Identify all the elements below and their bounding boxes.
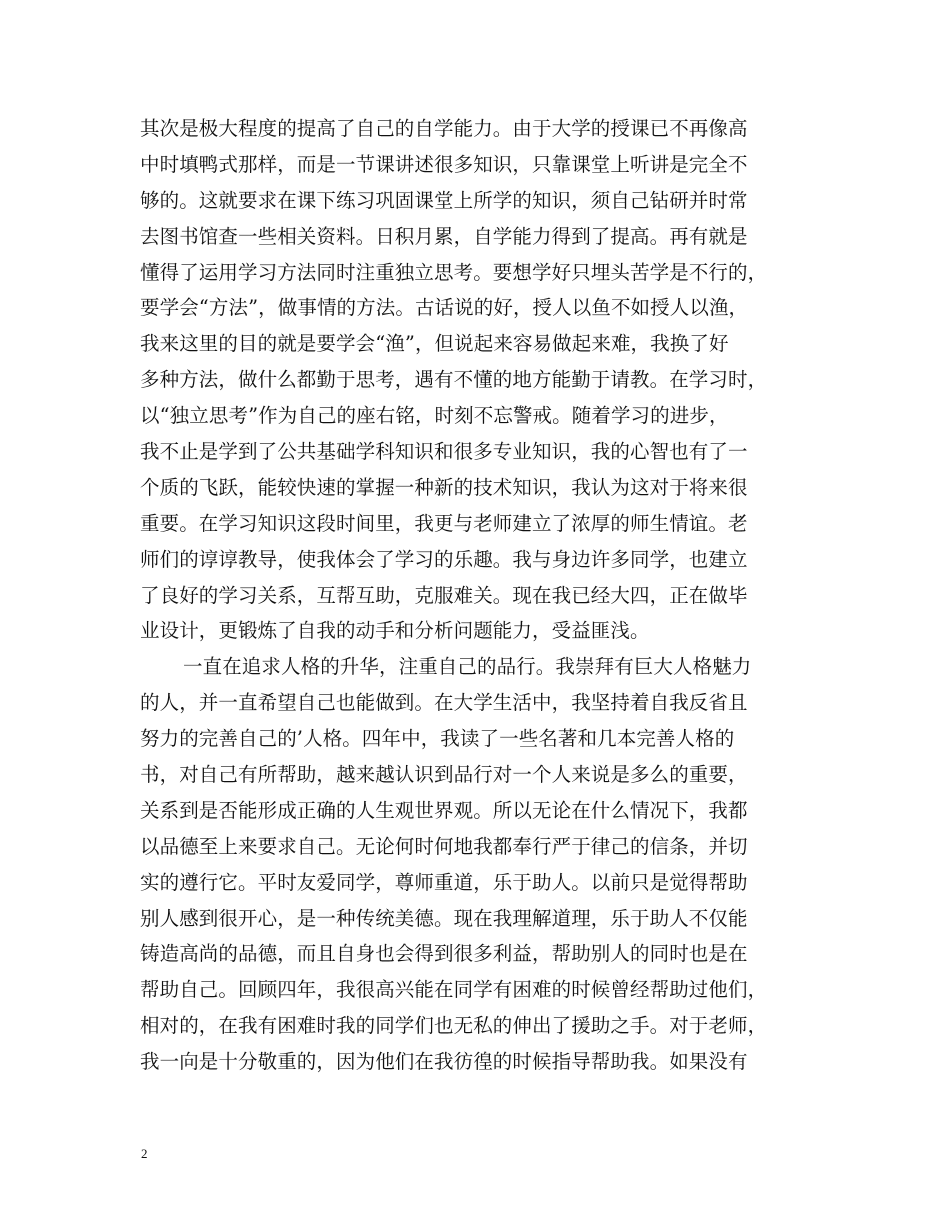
text-line: 我不止是学到了公共基础学科知识和很多专业知识，我的心智也有了一 xyxy=(140,440,748,464)
paragraph-start-line: 一直在追求人格的升华，注重自己的品行。我崇拜有巨大人格魅力 xyxy=(183,655,752,679)
text-line: 个质的飞跃，能较快速的掌握一种新的技术知识，我认为这对于将来很 xyxy=(140,475,748,499)
text-line: 的人，并一直希望自己也能做到。在大学生活中，我坚持着自我反省且 xyxy=(140,691,748,715)
text-line: 我来这里的目的就是要学会“渔”，但说起来容易做起来难，我换了好 xyxy=(140,332,729,356)
body-text xyxy=(140,111,820,1080)
text-line: 书，对自己有所帮助，越来越认识到品行对一个人来说是多么的重要， xyxy=(140,763,748,787)
text-line: 懂得了运用学习方法同时注重独立思考。要想学好只埋头苦学是不行的， xyxy=(140,260,768,284)
text-line: 其次是极大程度的提高了自己的自学能力。由于大学的授课已不再像高 xyxy=(140,117,748,140)
text-line: 中时填鸭式那样，而是一节课讲述很多知识，只靠课堂上听讲是完全不 xyxy=(140,152,748,176)
text-line: 要学会“方法”，做事情的方法。古话说的好，授人以鱼不如授人以渔， xyxy=(140,296,749,320)
text-line: 铸造高尚的品德，而且自身也会得到很多利益，帮助别人的同时也是在 xyxy=(140,942,748,966)
text-line: 努力的完善自己的’人格。四年中，我读了一些名著和几本完善人格的 xyxy=(140,727,735,751)
text-line: 重要。在学习知识这段时间里，我更与老师建立了浓厚的师生情谊。老 xyxy=(140,511,748,535)
text-line: 别人感到很开心，是一种传统美德。现在我理解道理，乐于助人不仅能 xyxy=(140,906,748,930)
text-line: 我一向是十分敬重的，因为他们在我彷徨的时候指导帮助我。如果没有 xyxy=(140,1050,748,1074)
text-line: 多种方法，做什么都勤于思考，遇有不懂的地方能勤于请教。在学习时， xyxy=(140,368,768,392)
text-line: 了良好的学习关系，互帮互助，克服难关。现在我已经大四，正在做毕 xyxy=(140,583,748,607)
text-line: 以品德至上来要求自己。无论何时何地我都奉行严于律己的信条，并切 xyxy=(140,834,748,858)
text-line: 相对的，在我有困难时我的同学们也无私的伸出了援助之手。对于老师， xyxy=(140,1014,768,1038)
text-line: 去图书馆查一些相关资料。日积月累，自学能力得到了提高。再有就是 xyxy=(140,224,748,248)
text-line: 业设计，更锻炼了自我的动手和分析问题能力，受益匪浅。 xyxy=(140,619,650,643)
text-line: 够的。这就要求在课下练习巩固课堂上所学的知识，须自己钻研并时常 xyxy=(140,188,748,212)
text-line: 实的遵行它。平时友爱同学，尊师重道，乐于助人。以前只是觉得帮助 xyxy=(140,870,748,894)
page-number: 2 xyxy=(141,1146,148,1161)
text-line: 关系到是否能形成正确的人生观世界观。所以无论在什么情况下，我都 xyxy=(140,798,748,822)
text-line: 师们的谆谆教导，使我体会了学习的乐趣。我与身边许多同学，也建立 xyxy=(140,547,748,571)
text-line: 以“独立思考”作为自己的座右铭，时刻不忘警戒。随着学习的进步， xyxy=(140,404,729,428)
text-line: 帮助自己。回顾四年，我很高兴能在同学有困难的时候曾经帮助过他们， xyxy=(140,978,768,1002)
